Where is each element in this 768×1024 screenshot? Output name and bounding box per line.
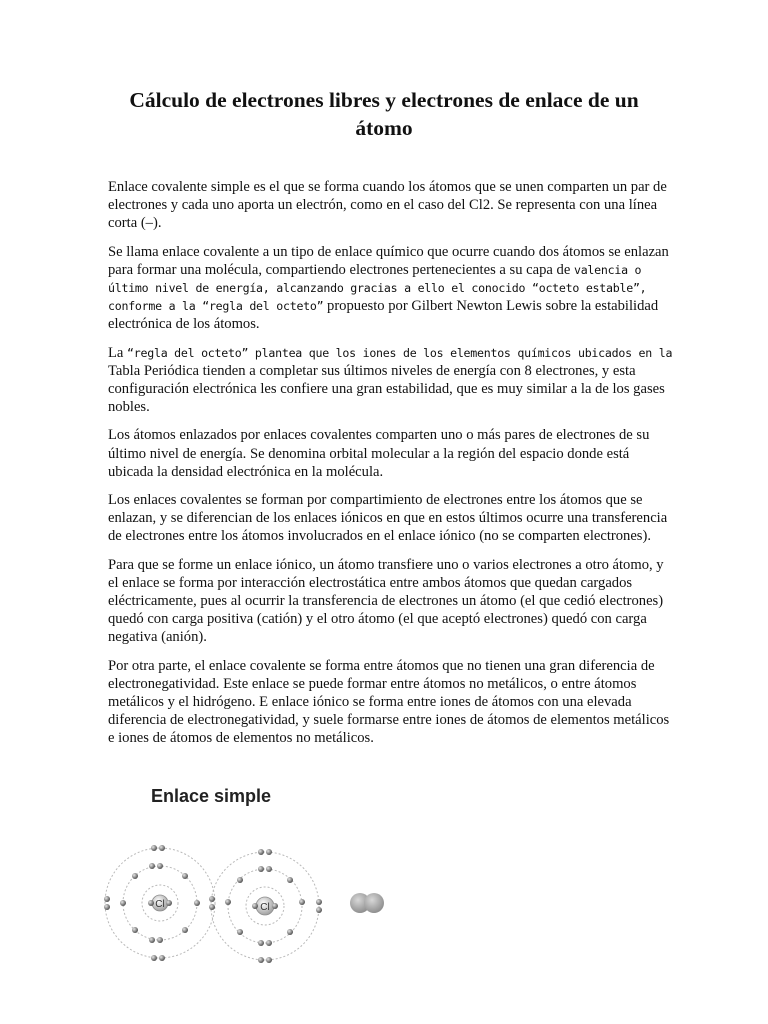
chlorine-atom-left: [104, 845, 215, 961]
paragraph-5-text: Los enlaces covalentes se forman por compartimiento de electrones entre los átomos que se enlazan, y se diferencian de los enlaces iónicos en que en estos últimos ocurre una transferencia de electrones entre los átomos involucrados en el enlace iónico (no se comparten electrones).: [108, 492, 668, 545]
right-atom-label: Cl: [260, 902, 270, 913]
left-atom-label: Cl: [155, 899, 165, 910]
paragraph-4: [108, 426, 676, 481]
document-title: Cálculo de electrones libres y electrones de enlace de un átomo: [129, 88, 639, 140]
cl2-molecule: [350, 893, 384, 913]
paragraph-2: [108, 243, 676, 334]
single-bond-figure: [95, 776, 415, 1016]
paragraph-5: [108, 491, 676, 546]
paragraph-6-text: Para que se forme un enlace iónico, un átomo transfiere uno o varios electrones a otro átomo, y el enlace se forma por interacción electrostática entre ambos átomos que quedan cargados eléctricamente, pues al ocurrir la transferencia de electrones un átomo (el que cedió electrones) quedó con carga positiva (catión) y el otro átomo (el que aceptó electrones) quedó con carga negativa (anión).: [108, 556, 664, 646]
chlorine-atom-right: [209, 849, 322, 963]
chlorine-atoms-diagram: [95, 776, 415, 1016]
paragraph-7-text: Por otra parte, el enlace covalente se forma entre átomos que no tienen una gran diferencia de electronegatividad. Este enlace se puede formar entre átomos no metálicos, o entre átomos metálicos y el hidrógeno. E enlace iónico se forma entre iones de átomos con una elevada diferencia de electronegatividad, y suele formarse entre iones de átomos de elementos metálicos e iones de átomos de elementos no metálicos.: [108, 657, 670, 747]
paragraph-4-text: Los átomos enlazados por enlaces covalentes comparten uno o más pares de electrones de su último nivel de energía. Se denomina orbital molecular a la región del espacio donde está ubicada la densidad electrónica en la molécula.: [108, 427, 650, 480]
paragraph-2-text-end: propuesto por Gilbert Newton Lewis sobre la estabilidad electrónica de los átomos.: [108, 298, 659, 333]
paragraph-3-text-mono: “regla del octeto” plantea que los iones de los elementos químicos ubicados en la: [127, 345, 673, 360]
molecule-atom-right: [364, 893, 384, 913]
paragraph-2-text-start: Se llama enlace covalente a un tipo de enlace químico que ocurre cuando dos átomos se enlazan para formar una molécula, compartiendo electrones pertenecientes a su capa de: [108, 243, 669, 278]
paragraph-2-text-mono: valencia o último nivel de energía, alcanzando gracias a ello el conocido “octeto estable”, conforme a la “regla del octeto”: [108, 262, 647, 314]
paragraph-6: [108, 556, 676, 647]
paragraph-3-text-end: Tabla Periódica tienden a completar sus últimos niveles de energía con 8 electrones, y esta configuración electrónica les confiere una gran estabilidad, que es muy similar a la de los gases nobles.: [108, 362, 665, 416]
paragraph-3-text-start: La: [108, 344, 128, 361]
paragraph-3: [108, 344, 676, 417]
figure-title: Enlace simple: [151, 786, 272, 806]
paragraph-7: [108, 657, 676, 748]
paragraph-1: [108, 178, 676, 233]
paragraph-1-text: Enlace covalente simple es el que se forma cuando los átomos que se unen comparten un par de electrones y cada uno aporta un electrón, como en el caso del Cl2. Se representa con una línea corta (–).: [108, 179, 667, 232]
document-body: [108, 178, 676, 758]
